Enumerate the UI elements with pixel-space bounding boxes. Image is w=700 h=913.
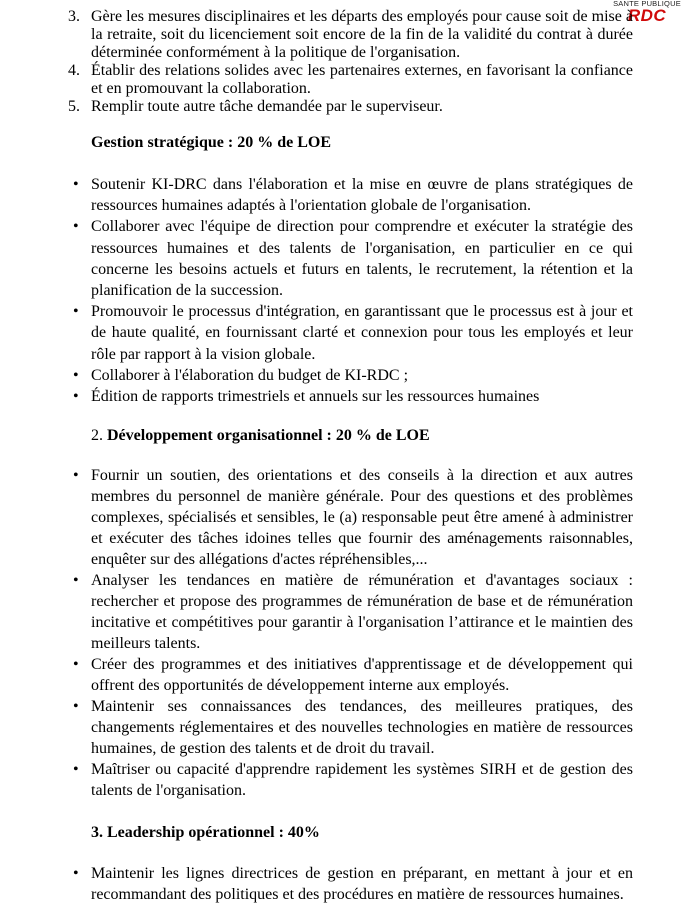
list-item: • Fournir un soutien, des orientations et des conseils à la direction et aux autres membres du personnel de manière générale. Pour des questions et des problèmes complexes, spécialisés et sensibles, le (a) responsable peut être amené à administrer et exécuter des tâches idoines telles que fournir des aménagements raisonnables, enquêter sur des allégations d'actes répréhensibles,... [68,465,633,570]
strategic-management-list [68,174,633,407]
heading-title: Développement organisationnel : 20 % de LOE [107,427,430,444]
item-text: Gère les mesures disciplinaires et les départs des employés pour cause soit de mise à la retraite, soit du licenciement soit encore de la fin de la validité du contrat à durée déterminée conformément à la politique de l'organisation. [91,8,633,61]
logo-main-text: RDC [627,5,667,25]
organizational-development-list [68,465,633,801]
list-item: • Créer des programmes et des initiatives d'apprentissage et de développement qui offrent des opportunités de développement interne aux employés. [68,654,633,696]
numbered-item [68,62,633,98]
list-item: • Promouvoir le processus d'intégration, en garantissant que le processus est à jour et de haute qualité, en fournissant clarté et connexion pour tous les employés et leur rôle par rapport à la vision globale. [68,301,633,365]
logo-top-text: SANTE PUBLIQUE [613,0,681,8]
numbered-item [68,8,633,62]
list-item: • Soutenir KI-DRC dans l'élaboration et la mise en œuvre de plans stratégiques de ressources humaines adaptés à l'orientation globale de l'organisation. [68,174,633,216]
heading-number: 2. [91,427,103,444]
numbered-item [68,98,633,116]
list-item: • Analyser les tendances en matière de rémunération et d'avantages sociaux : rechercher et propose des programmes de rémunération de base et de rémunération incitative et compétitives pour garantir à l'organisation l’attirance et le maintien des meilleurs talents. [68,570,633,654]
list-item: • Maintenir ses connaissances des tendances, des meilleures pratiques, des changements réglementaires et des nouvelles technologies en matière de ressources humaines, de gestion des talents et de droit du travail. [68,696,633,759]
item-text: Établir des relations solides avec les partenaires externes, en favorisant la confiance et en promouvant la collaboration. [91,62,633,97]
list-item: • Collaborer avec l'équipe de direction pour comprendre et exécuter la stratégie des ressources humaines et des talents de l'organisation, en particulier en ce qui concerne les besoins actuels et futurs en talents, le recrutement, la rétention et la planification de la succession. [68,216,633,301]
operational-leadership-list [68,863,633,905]
item-number: 4. [68,62,80,79]
heading-strategic-management: Gestion stratégique : 20 % de LOE [91,134,331,151]
item-number: 5. [68,98,80,115]
list-item: • Maintenir les lignes directrices de gestion en préparant, en mettant à jour et en recommandant des politiques et des procédures en matière de ressources humaines. [68,863,633,905]
list-item: • Édition de rapports trimestriels et annuels sur les ressources humaines [68,386,633,407]
list-item: • Collaborer à l'élaboration du budget de KI-RDC ; [68,365,633,386]
heading-organizational-development [91,426,430,446]
item-text: Remplir toute autre tâche demandée par le superviseur. [91,98,443,115]
heading-operational-leadership: 3. Leadership opérationnel : 40% [91,824,320,841]
list-item: • Maîtriser ou capacité d'apprendre rapidement les systèmes SIRH et de gestion des talents de l'organisation. [68,759,633,801]
item-number: 3. [68,8,80,25]
numbered-task-list [68,8,633,116]
